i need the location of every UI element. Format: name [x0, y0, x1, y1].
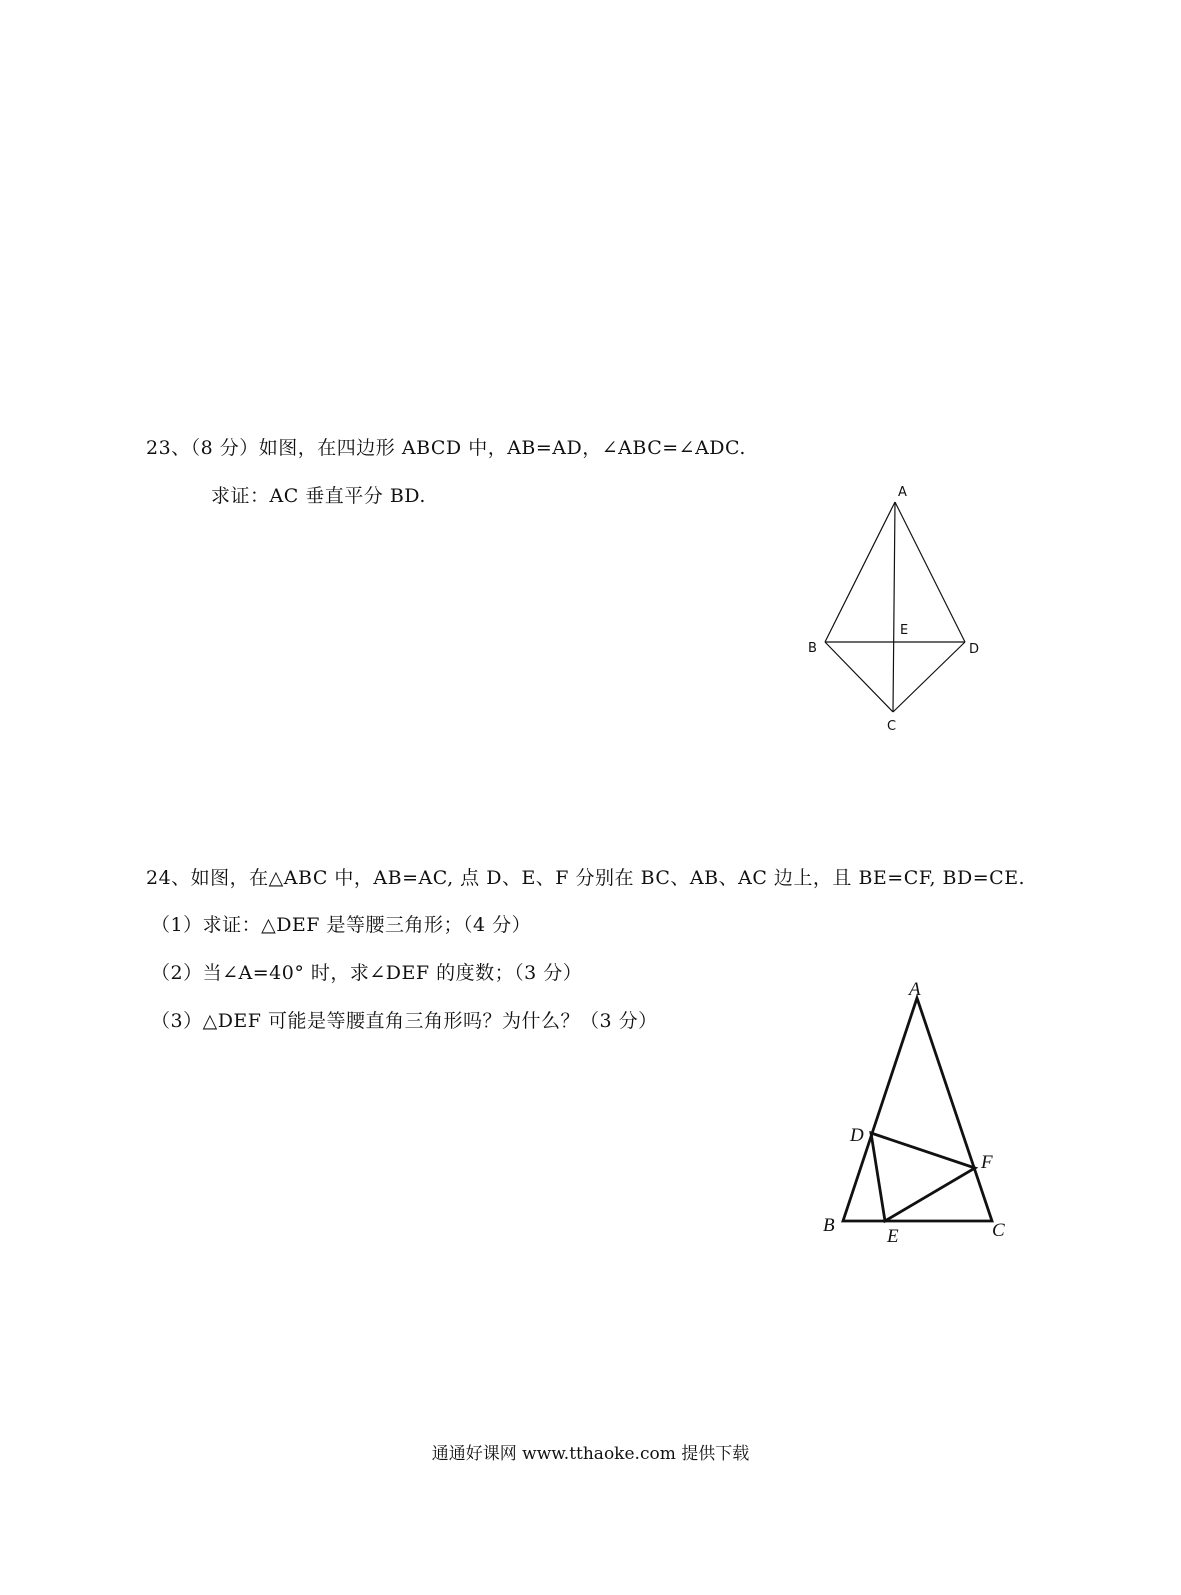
- q23-segment-ac: [893, 502, 895, 712]
- q23-segment-ab: [825, 502, 895, 642]
- q24-part2: （2）当∠A=40° 时，求∠DEF 的度数；（3 分）: [151, 962, 583, 984]
- q23-label-a: A: [898, 485, 907, 500]
- q23-segment-dc: [893, 642, 965, 712]
- q23-segment-ad: [895, 502, 965, 642]
- q23-header: 23、（8 分）如图，在四边形 ABCD 中，AB=AD，∠ABC=∠ADC.: [146, 437, 746, 459]
- q24-triangle-figure: [815, 978, 1025, 1253]
- q24-triangle-def: [871, 1133, 975, 1221]
- q24-header: 24、如图，在△ABC 中，AB=AC, 点 D、E、F 分别在 BC、AB、AC 边上，且 BE=CF, BD=CE.: [146, 867, 1026, 889]
- page-footer: 通通好课网 www.tthaoke.com 提供下载: [431, 1444, 750, 1464]
- q24-label-d: D: [850, 1125, 864, 1146]
- q24-triangle-abc: [843, 998, 992, 1221]
- q24-label-b: B: [823, 1215, 835, 1236]
- q24-label-c: C: [992, 1220, 1005, 1241]
- q24-part3: （3）△DEF 可能是等腰直角三角形吗？为什么？（3 分）: [151, 1010, 658, 1032]
- q23-label-c: C: [887, 719, 897, 734]
- q23-kite-figure: [800, 480, 1000, 740]
- q23-label-b: B: [808, 641, 817, 656]
- q24-label-f: F: [981, 1152, 993, 1173]
- q23-label-e: E: [900, 623, 909, 638]
- q23-label-d: D: [969, 642, 980, 657]
- q23-segment-bc: [825, 642, 893, 712]
- q24-part1: （1）求证：△DEF 是等腰三角形；（4 分）: [151, 914, 532, 936]
- q23-prove: 求证：AC 垂直平分 BD.: [211, 485, 426, 507]
- q24-label-e: E: [887, 1226, 899, 1247]
- q24-label-a: A: [909, 979, 921, 1000]
